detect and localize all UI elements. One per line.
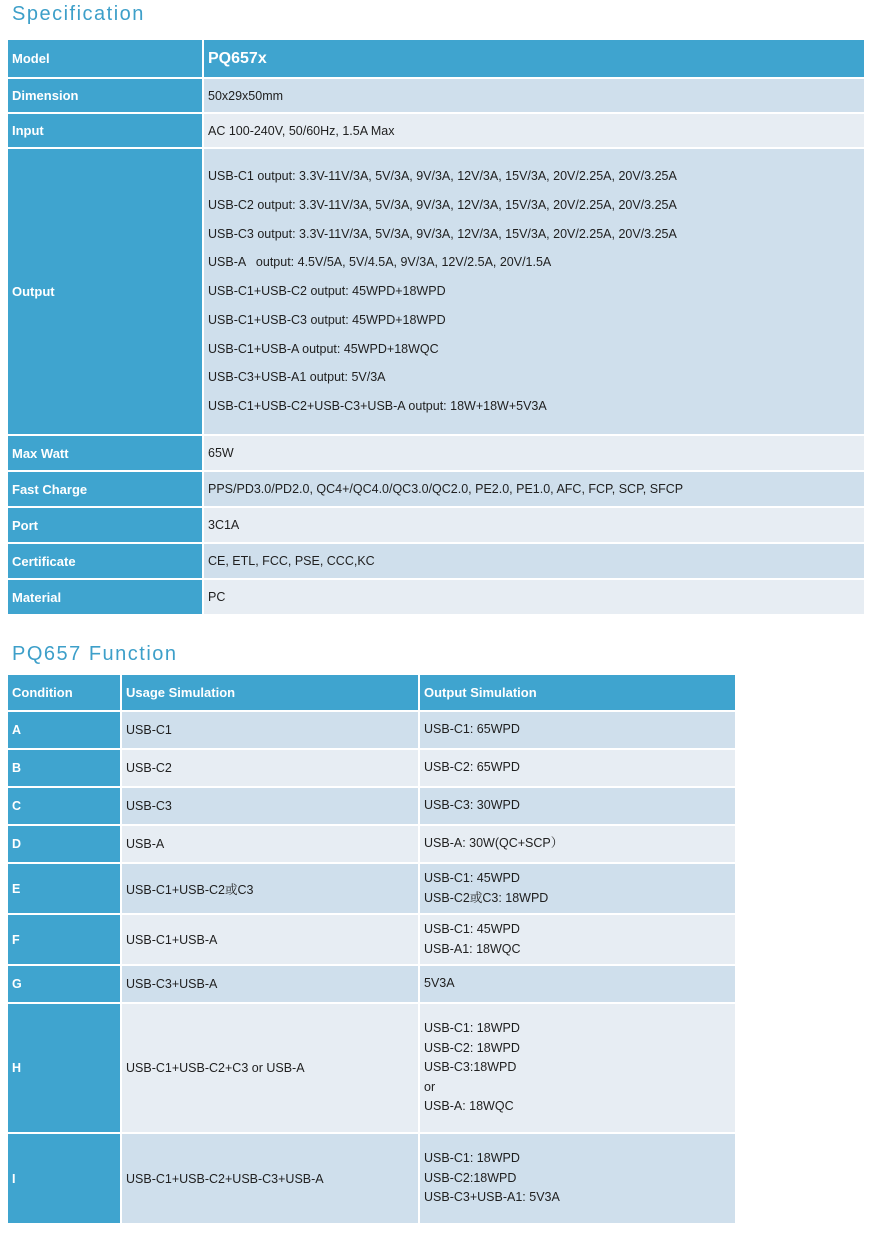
- function-row: [8, 750, 735, 786]
- usage-cell: USB-C1+USB-A: [122, 915, 420, 964]
- output-cell: [420, 966, 735, 1002]
- spec-section-title: Specification: [12, 3, 145, 25]
- spec-value: PPS/PD3.0/PD2.0, QC4+/QC4.0/QC3.0/QC2.0, PE2.0, PE1.0, AFC, FCP, SCP, SFCP: [204, 472, 864, 506]
- condition-cell: C: [8, 788, 122, 824]
- spec-row-max-watt: [8, 436, 864, 470]
- output-cell: [420, 864, 735, 913]
- function-row: [8, 1134, 735, 1223]
- function-row: [8, 966, 735, 1002]
- condition-cell: F: [8, 915, 122, 964]
- usage-cell: USB-C1: [122, 712, 420, 748]
- function-row: [8, 788, 735, 824]
- output-line: USB-C1+USB-A output: 45WPD+18WQC: [208, 341, 439, 356]
- output-line: USB-C3 output: 3.3V-11V/3A, 5V/3A, 9V/3A, 12V/3A, 15V/3A, 20V/2.25A, 20V/3.25A: [208, 226, 677, 241]
- usage-cell: USB-A: [122, 826, 420, 862]
- output-line: USB-A: 18WQC: [424, 1099, 514, 1114]
- function-row: [8, 712, 735, 748]
- output-line: USB-C1: 45WPD: [424, 871, 520, 885]
- output-line: USB-C3: 30WPD: [424, 798, 520, 813]
- spec-row-input: [8, 114, 864, 147]
- spec-value: PC: [204, 580, 864, 614]
- usage-cell: USB-C1+USB-C2或C3: [122, 864, 420, 913]
- spec-value-output: [204, 149, 864, 434]
- spec-row-output: [8, 149, 864, 434]
- header-usage: Usage Simulation: [122, 675, 420, 710]
- output-line: USB-A1: 18WQC: [424, 941, 521, 956]
- output-line: USB-C1: 45WPD: [424, 922, 520, 936]
- output-cell: [420, 788, 735, 824]
- usage-cell: USB-C3+USB-A: [122, 966, 420, 1002]
- function-section-title: PQ657 Function: [12, 643, 178, 665]
- spec-key: Output: [8, 149, 204, 434]
- output-cell: [420, 750, 735, 786]
- header-output: Output Simulation: [420, 675, 735, 710]
- header-condition: Condition: [8, 675, 122, 710]
- condition-cell: E: [8, 864, 122, 913]
- output-line: USB-C1+USB-C3 output: 45WPD+18WPD: [208, 312, 446, 327]
- output-line: USB-A: 30W(QC+SCP）: [424, 836, 564, 851]
- spec-value: AC 100-240V, 50/60Hz, 1.5A Max: [204, 114, 864, 147]
- output-cell: [420, 915, 735, 964]
- function-header-row: [8, 675, 735, 710]
- spec-row-material: [8, 580, 864, 614]
- output-cell: [420, 826, 735, 862]
- output-line: USB-C1+USB-C2 output: 45WPD+18WPD: [208, 284, 446, 299]
- output-cell: [420, 1134, 735, 1223]
- spec-row-fast-charge: [8, 472, 864, 506]
- output-line: USB-C2: 18WPD: [424, 1040, 520, 1055]
- spec-table: [8, 38, 864, 616]
- spec-key: Max Watt: [8, 436, 204, 470]
- spec-value: 65W: [204, 436, 864, 470]
- output-line: USB-C1: 65WPD: [424, 722, 520, 737]
- function-row: [8, 826, 735, 862]
- condition-cell: D: [8, 826, 122, 862]
- function-row: [8, 915, 735, 964]
- spec-value: 3C1A: [204, 508, 864, 542]
- output-line: USB-A output: 4.5V/5A, 5V/4.5A, 9V/3A, 12V/2.5A, 20V/1.5A: [208, 255, 552, 270]
- spec-key: Fast Charge: [8, 472, 204, 506]
- output-line: USB-C1+USB-C2+USB-C3+USB-A output: 18W+18W+5V3A: [208, 398, 547, 413]
- spec-value: PQ657x: [204, 40, 864, 77]
- function-row: [8, 1004, 735, 1132]
- output-line: USB-C2:18WPD: [424, 1170, 517, 1185]
- condition-cell: G: [8, 966, 122, 1002]
- output-line: USB-C2 output: 3.3V-11V/3A, 5V/3A, 9V/3A, 12V/3A, 15V/3A, 20V/2.25A, 20V/3.25A: [208, 198, 677, 213]
- spec-row-port: [8, 508, 864, 542]
- output-line: USB-C1 output: 3.3V-11V/3A, 5V/3A, 9V/3A, 12V/3A, 15V/3A, 20V/2.25A, 20V/3.25A: [208, 169, 677, 184]
- function-table: [8, 673, 735, 1225]
- spec-row-certificate: [8, 544, 864, 578]
- output-line: USB-C1: 18WPD: [424, 1021, 520, 1036]
- output-line: USB-C1: 18WPD: [424, 1151, 520, 1166]
- output-line: or: [424, 1079, 436, 1094]
- spec-value: CE, ETL, FCC, PSE, CCC,KC: [204, 544, 864, 578]
- spec-key: Port: [8, 508, 204, 542]
- spec-value: 50x29x50mm: [204, 79, 864, 112]
- condition-cell: H: [8, 1004, 122, 1132]
- output-cell: [420, 1004, 735, 1132]
- condition-cell: I: [8, 1134, 122, 1223]
- output-line: USB-C3+USB-A1 output: 5V/3A: [208, 370, 386, 385]
- usage-cell: USB-C2: [122, 750, 420, 786]
- output-line: USB-C2: 65WPD: [424, 760, 520, 775]
- output-line: USB-C3+USB-A1: 5V3A: [424, 1190, 560, 1205]
- condition-cell: B: [8, 750, 122, 786]
- function-row: [8, 864, 735, 913]
- usage-cell: USB-C1+USB-C2+C3 or USB-A: [122, 1004, 420, 1132]
- usage-cell: USB-C1+USB-C2+USB-C3+USB-A: [122, 1134, 420, 1223]
- spec-key: Material: [8, 580, 204, 614]
- spec-key: Certificate: [8, 544, 204, 578]
- output-line: 5V3A: [424, 976, 455, 991]
- output-line: USB-C2或C3: 18WPD: [424, 890, 549, 905]
- usage-cell: USB-C3: [122, 788, 420, 824]
- output-cell: [420, 712, 735, 748]
- output-line: USB-C3:18WPD: [424, 1060, 517, 1075]
- spec-key: Model: [8, 40, 204, 77]
- condition-cell: A: [8, 712, 122, 748]
- spec-key: Dimension: [8, 79, 204, 112]
- spec-row-dimension: [8, 79, 864, 112]
- spec-row-model: [8, 40, 864, 77]
- spec-key: Input: [8, 114, 204, 147]
